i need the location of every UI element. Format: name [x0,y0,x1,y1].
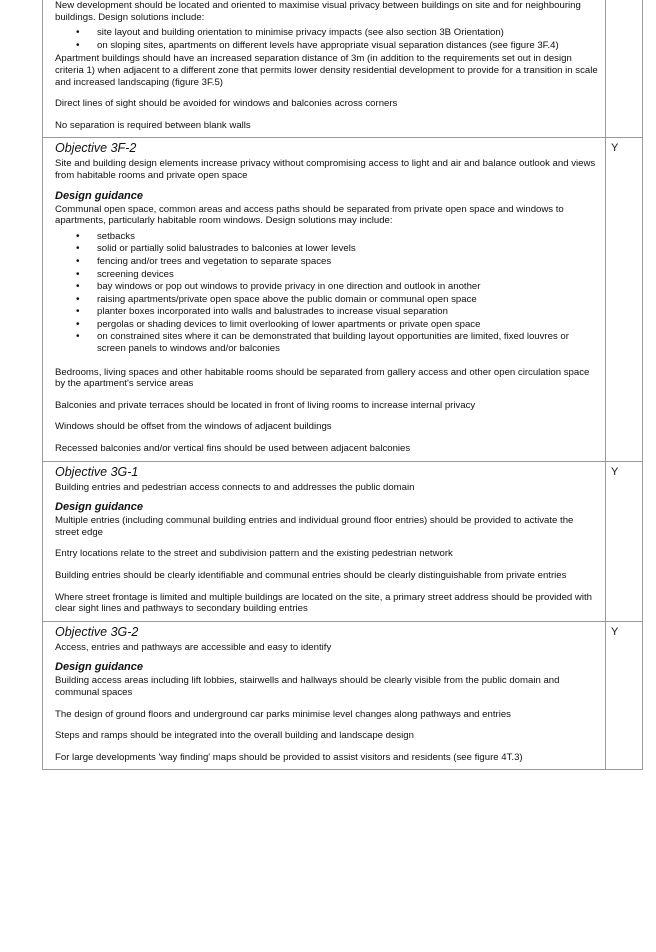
bullet-list [55,27,599,51]
guidance-paragraph: Building access areas including lift lobbies, stairwells and hallways should be clearly visible from the public domain and communal spaces [55,675,560,698]
design-guidance-heading: Design guidance [55,189,144,202]
content-cell [43,0,606,138]
objective-statement: Building entries and pedestrian access connects to and addresses the public domain [55,481,415,493]
objective-title: Objective 3G-2 [55,624,139,639]
list-item: • on sloping sites, apartments on different levels have appropriate visual separation distances (see figure 3F.4) [97,40,599,52]
list-item: • planter boxes incorporated into walls and balustrades to increase visual separation [97,306,599,318]
content-cell [43,621,606,770]
list-item: • bay windows or pop out windows to provide privacy in one direction and outlook in another [97,281,599,293]
guidance-paragraph: No separation is required between blank walls [55,119,251,131]
table-row-objective-3f-2 [43,138,643,461]
status-cell: Y [606,138,643,461]
guidance-intro: New development should be located and oriented to maximise visual privacy between buildings on site and for neighbouring buildings. Design solutions include: [55,0,581,23]
guidance-paragraph: Steps and ramps should be integrated into the overall building and landscape design [55,730,414,742]
list-item: • solid or partially solid balustrades to balconies at lower levels [97,243,599,255]
objective-title: Objective 3G-1 [55,464,139,479]
objective-title: Objective 3F-2 [55,141,137,156]
list-item: • setbacks [97,231,599,243]
list-item: • raising apartments/private open space above the public domain or communal open space [97,294,599,306]
guidance-intro: Communal open space, common areas and access paths should be separated from private open space and windows to apartments, particularly habitable room windows. Design solutions may include: [55,203,564,227]
design-guidance-heading: Design guidance [55,501,144,514]
guidance-paragraph: Recessed balconies and/or vertical fins should be used between adjacent balconies [55,443,411,455]
status-cell [606,0,643,138]
guidance-paragraph: Multiple entries (including communal building entries and individual ground floor entries) should be provided to activate the street edge [55,515,574,538]
status-cell: Y [606,461,643,621]
objective-statement: Site and building design elements increase privacy without compromising access to light and air and balance outlook and views from habitable rooms and private open space [55,158,596,181]
list-item: • fencing and/or trees and vegetation to separate spaces [97,256,599,268]
table-row-continued [43,0,643,138]
guidance-paragraph: Balconies and private terraces should be located in front of living rooms to increase internal privacy [55,399,476,411]
table-row-objective-3g-1 [43,461,643,621]
guidance-paragraph: Where street frontage is limited and multiple buildings are located on the site, a primary street address should be provided with clear sight lines and pathways to secondary building entries [55,591,592,615]
guidance-paragraph: Direct lines of sight should be avoided for windows and balconies across corners [55,98,398,110]
content-cell [43,461,606,621]
status-cell: Y [606,621,643,770]
list-item: • pergolas or shading devices to limit overlooking of lower apartments or private open space [97,319,599,331]
list-item: • site layout and building orientation to minimise privacy impacts (see also section 3B Orientation) [97,27,599,39]
guidance-paragraph: Apartment buildings should have an increased separation distance of 3m (in addition to the requirements set out in design criteria 1) when adjacent to a different zone that permits lower density residential development to provide for a transition in scale and increased landscaping (figure 3F.5) [55,53,598,88]
compliance-table [42,0,643,770]
content-cell [43,138,606,461]
guidance-paragraph: Entry locations relate to the street and subdivision pattern and the existing pedestrian network [55,548,453,560]
guidance-paragraph: Bedrooms, living spaces and other habitable rooms should be separated from gallery access and other open circulation space by the apartment's service areas [55,366,590,390]
bullet-list [55,231,599,355]
table-row-objective-3g-2 [43,621,643,770]
guidance-paragraph: Windows should be offset from the windows of adjacent buildings [55,421,332,433]
list-item: • screening devices [97,269,599,281]
design-guidance-heading: Design guidance [55,661,144,674]
guidance-paragraph: For large developments 'way finding' maps should be provided to assist visitors and residents (see figure 4T.3) [55,751,523,763]
list-item: • on constrained sites where it can be demonstrated that building layout opportunities are limited, fixed louvres or screen panels to windows and/or balconies [97,331,599,354]
guidance-paragraph: Building entries should be clearly identifiable and communal entries should be clearly distinguishable from private entries [55,570,567,581]
guidance-paragraph: The design of ground floors and underground car parks minimise level changes along pathways and entries [55,708,511,720]
objective-statement: Access, entries and pathways are accessible and easy to identify [55,641,332,653]
